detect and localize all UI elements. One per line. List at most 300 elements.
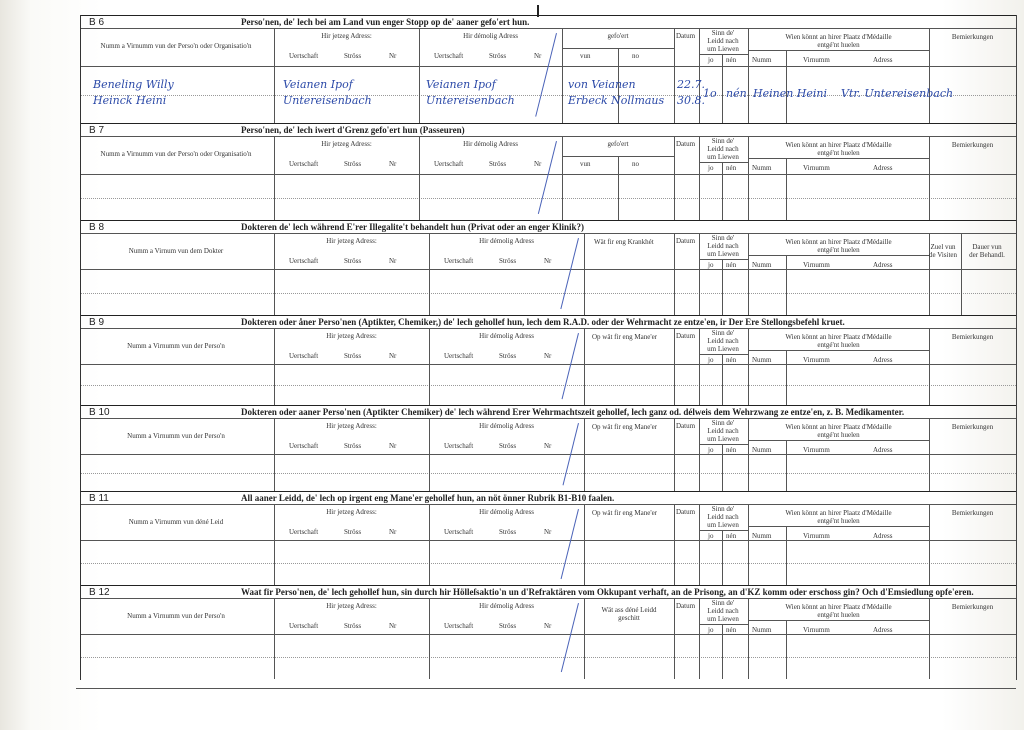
row-rule <box>748 50 929 51</box>
town-label: Uertschaft <box>289 622 319 630</box>
current-address-label: Hir jetzeg Adress: <box>326 508 377 516</box>
column-rule <box>562 136 563 221</box>
pen-stroke <box>535 33 557 117</box>
current-address-label: Hir jetzeg Adress: <box>326 237 377 245</box>
street-label: Ströss <box>344 160 362 168</box>
deported-label: um Liewen <box>707 250 739 258</box>
name-column-label: Numm a Virnumm vun der Perso'n oder Organisatio'n <box>100 42 252 50</box>
address-label: Adress <box>873 164 893 172</box>
medal-recipient-label: entgé'nt huelen <box>817 517 860 525</box>
medal-recipient-label: entgé'nt huelen <box>817 41 860 49</box>
column-rule <box>584 328 585 406</box>
duration-label: Dauer vun <box>972 243 1002 251</box>
row-rule <box>748 440 929 441</box>
no-label: nén <box>726 446 737 454</box>
pen-stroke <box>561 509 579 579</box>
column-rule <box>699 136 700 221</box>
deported-label: Leidd nach <box>707 242 739 250</box>
no-label: nén <box>726 261 737 269</box>
remarks-label: Bemierkungen <box>951 141 994 149</box>
name-column-label: Numm a Virnumm vun der Perso'n oder Organisatio'n <box>100 150 252 158</box>
row-rule <box>81 136 1016 137</box>
row-rule <box>81 540 1016 541</box>
town-label: Uertschaft <box>434 52 464 60</box>
address-label: Adress <box>873 356 893 364</box>
transported-label: gefo'ert <box>607 140 629 148</box>
number-label: Nr <box>544 442 552 450</box>
row-rule <box>81 598 1016 599</box>
pen-stroke <box>562 333 579 399</box>
number-label: Nr <box>389 442 397 450</box>
section-b9 <box>81 315 1016 406</box>
deported-label: Sinn de' <box>711 505 735 513</box>
column-rule <box>748 418 749 492</box>
row-rule <box>81 454 1016 455</box>
row-rule <box>81 269 1016 270</box>
column-rule <box>929 598 930 679</box>
former-address-label: Hir démolig Adress <box>463 140 518 148</box>
suffering-label: geschitt <box>618 614 640 622</box>
column-rule <box>274 233 275 316</box>
bottom-border <box>76 688 1016 689</box>
town-label: Uertschaft <box>444 257 474 265</box>
street-label: Ströss <box>499 257 517 265</box>
column-rule <box>699 328 700 406</box>
column-rule <box>748 233 749 316</box>
number-label: Nr <box>389 52 397 60</box>
manner-label: Op wät fir eng Mane'er <box>592 423 658 431</box>
number-label: Nr <box>544 528 552 536</box>
row-rule <box>699 624 748 625</box>
street-label: Ströss <box>344 442 362 450</box>
firstname-label: Virnumm <box>803 446 830 454</box>
column-rule <box>699 504 700 586</box>
handwritten-row1-current: Veianen Ipof <box>283 78 353 91</box>
column-rule <box>562 28 563 124</box>
row-rule <box>81 504 1016 505</box>
to-label: no <box>632 160 639 168</box>
date-label: Datum <box>676 332 696 340</box>
column-rule <box>786 440 787 492</box>
visits-label: Zuel vun <box>930 243 956 251</box>
section-code: B 12 <box>89 587 110 598</box>
column-rule <box>274 328 275 406</box>
street-label: Ströss <box>344 528 362 536</box>
dotted-row-rule <box>81 473 1016 474</box>
street-label: Ströss <box>499 622 517 630</box>
medal-recipient-label: Wien könnt an hirer Plaatz d'Médaille <box>785 238 892 246</box>
deported-label: Sinn de' <box>711 137 735 145</box>
column-rule <box>748 504 749 586</box>
questionnaire-form <box>80 15 1017 680</box>
dotted-row-rule <box>81 657 1016 658</box>
current-address-label: Hir jetzeg Adress: <box>326 422 377 430</box>
handwritten-row2-name: Heinck Heini <box>93 94 167 107</box>
medal-recipient-label: Wien könnt an hirer Plaatz d'Médaille <box>785 509 892 517</box>
deported-label: um Liewen <box>707 45 739 53</box>
column-rule <box>699 28 700 124</box>
dotted-row-rule <box>81 563 1016 564</box>
column-rule <box>429 418 430 492</box>
column-rule <box>929 328 930 406</box>
former-address-label: Hir démolig Adress <box>479 332 534 340</box>
column-rule <box>274 418 275 492</box>
firstname-label: Virnumm <box>803 164 830 172</box>
handwritten-yes-mark: 1o <box>703 87 717 100</box>
yes-label: jo <box>708 626 714 634</box>
street-label: Ströss <box>499 352 517 360</box>
column-rule <box>786 255 787 316</box>
handwritten-row2-from: Erbeck Nollmaus <box>568 94 665 107</box>
column-rule <box>699 598 700 679</box>
column-rule <box>674 28 675 124</box>
deported-label: Leidd nach <box>707 513 739 521</box>
row-rule <box>81 364 1016 365</box>
name-column-label: Numm a Virnumm vun der Perso'n <box>127 612 225 620</box>
column-rule <box>722 54 723 124</box>
town-label: Uertschaft <box>289 52 319 60</box>
handwritten-row1-name: Beneling Willy <box>93 78 174 91</box>
town-label: Uertschaft <box>289 528 319 536</box>
firstname-label: Virnumm <box>803 532 830 540</box>
town-label: Uertschaft <box>444 528 474 536</box>
number-label: Nr <box>544 622 552 630</box>
surname-label: Numm <box>752 446 772 454</box>
deported-label: Sinn de' <box>711 599 735 607</box>
row-rule <box>81 233 1016 234</box>
column-rule <box>722 354 723 406</box>
surname-label: Numm <box>752 164 772 172</box>
column-rule <box>274 136 275 221</box>
address-label: Adress <box>873 532 893 540</box>
deported-label: Sinn de' <box>711 29 735 37</box>
column-rule <box>584 598 585 679</box>
street-label: Ströss <box>344 52 362 60</box>
row-rule <box>699 162 748 163</box>
pen-stroke <box>560 238 579 309</box>
handwritten-row1-from: von Veianen <box>568 78 636 91</box>
column-rule <box>961 233 962 316</box>
number-label: Nr <box>389 257 397 265</box>
row-rule <box>81 634 1016 635</box>
medal-recipient-label: entgé'nt huelen <box>817 611 860 619</box>
date-label: Datum <box>676 237 696 245</box>
column-rule <box>674 598 675 679</box>
column-rule <box>419 136 420 221</box>
column-rule <box>722 259 723 316</box>
dotted-row-rule <box>81 293 1016 294</box>
transported-label: gefo'ert <box>607 32 629 40</box>
section-title: Dokteren de' lech während E'rer Illegalite't behandelt hun (Privat oder an enger Klinik?) <box>241 222 585 232</box>
remarks-label: Bemierkungen <box>951 509 994 517</box>
number-label: Nr <box>389 622 397 630</box>
column-rule <box>748 136 749 221</box>
section-b12 <box>81 585 1016 679</box>
yes-label: jo <box>708 356 714 364</box>
manner-label: Op wät fir eng Mane'er <box>592 509 658 517</box>
section-b10 <box>81 405 1016 492</box>
medal-recipient-label: Wien könnt an hirer Plaatz d'Médaille <box>785 603 892 611</box>
column-rule <box>674 328 675 406</box>
column-rule <box>274 28 275 124</box>
current-address-label: Hir jetzeg Adress: <box>326 602 377 610</box>
deported-label: um Liewen <box>707 345 739 353</box>
street-label: Ströss <box>499 442 517 450</box>
from-label: vun <box>580 52 591 60</box>
deported-label: Leidd nach <box>707 145 739 153</box>
deported-label: um Liewen <box>707 615 739 623</box>
no-label: nén <box>726 56 737 64</box>
handwritten-medal-addr: Vtr. Untereisenbach <box>841 87 954 100</box>
row-rule <box>748 350 929 351</box>
number-label: Nr <box>389 528 397 536</box>
column-rule <box>429 328 430 406</box>
street-label: Ströss <box>344 352 362 360</box>
column-rule <box>674 136 675 221</box>
number-label: Nr <box>389 352 397 360</box>
yes-label: jo <box>708 164 714 172</box>
current-address-label: Hir jetzeg Adress: <box>321 140 372 148</box>
to-label: no <box>632 52 639 60</box>
town-label: Uertschaft <box>444 622 474 630</box>
remarks-label: Bemierkungen <box>951 603 994 611</box>
firstname-label: Virnumm <box>803 261 830 269</box>
current-address-label: Hir jetzeg Adress: <box>321 32 372 40</box>
number-label: Nr <box>544 257 552 265</box>
handwritten-row2-current: Untereisenbach <box>283 94 372 107</box>
date-label: Datum <box>676 602 696 610</box>
column-rule <box>699 418 700 492</box>
surname-label: Numm <box>752 532 772 540</box>
column-rule <box>748 598 749 679</box>
firstname-label: Virnumm <box>803 56 830 64</box>
section-code: B 9 <box>89 317 105 328</box>
address-label: Adress <box>873 446 893 454</box>
remarks-label: Bemierkungen <box>951 423 994 431</box>
row-rule <box>699 354 748 355</box>
column-rule <box>274 504 275 586</box>
column-rule <box>786 526 787 586</box>
section-code: B 11 <box>89 493 109 504</box>
section-title: All aaner Leidd, de' lech op irgent eng Mane'er gehollef hun, an nöt önner Rubrik B1-B10 faalen. <box>241 493 615 503</box>
firstname-label: Virnumm <box>803 626 830 634</box>
former-address-label: Hir démolig Adress <box>479 237 534 245</box>
street-label: Ströss <box>344 257 362 265</box>
surname-label: Numm <box>752 356 772 364</box>
number-label: Nr <box>534 52 542 60</box>
dotted-row-rule <box>81 385 1016 386</box>
no-label: nén <box>726 532 737 540</box>
column-rule <box>419 28 420 124</box>
column-rule <box>929 504 930 586</box>
row-rule <box>748 255 929 256</box>
section-title: Waat fir Perso'nen, de' lech gehollef hun, sin durch hir Hölleſsaktio'n un d'Refraktären vom Okkupant verhaft, an de Prisong, an d'KZ komm oder erschoss gin? Och d'Emsiedlung opfe'eren. <box>241 587 974 597</box>
section-code: B 6 <box>89 17 105 28</box>
column-rule <box>699 233 700 316</box>
no-label: nén <box>726 626 737 634</box>
handwritten-row1-date: 22.7. <box>677 78 705 91</box>
firstname-label: Virnumm <box>803 356 830 364</box>
column-rule <box>584 418 585 492</box>
town-label: Uertschaft <box>289 160 319 168</box>
address-label: Adress <box>873 56 893 64</box>
address-label: Adress <box>873 626 893 634</box>
deported-label: Sinn de' <box>711 234 735 242</box>
name-column-label: Numm a Virnumm vun der Perso'n <box>127 342 225 350</box>
town-label: Uertschaft <box>444 442 474 450</box>
column-rule <box>429 598 430 679</box>
row-rule <box>699 54 748 55</box>
town-label: Uertschaft <box>289 352 319 360</box>
street-label: Ströss <box>344 622 362 630</box>
section-b6 <box>81 15 1016 124</box>
manner-label: Op wät fir eng Mane'er <box>592 333 658 341</box>
deported-label: Sinn de' <box>711 329 735 337</box>
column-rule <box>674 504 675 586</box>
column-rule <box>274 598 275 679</box>
deported-label: um Liewen <box>707 521 739 529</box>
medal-recipient-label: entgé'nt huelen <box>817 341 860 349</box>
surname-label: Numm <box>752 56 772 64</box>
yes-label: jo <box>708 261 714 269</box>
town-label: Uertschaft <box>434 160 464 168</box>
yes-label: jo <box>708 446 714 454</box>
duration-label: der Behandl. <box>969 251 1005 259</box>
row-rule <box>81 328 1016 329</box>
section-b7 <box>81 123 1016 221</box>
date-label: Datum <box>676 508 696 516</box>
visits-label: de Visiten <box>928 251 958 259</box>
suffering-label: Wät ass déné Leidd <box>601 606 657 614</box>
current-address-label: Hir jetzeg Adress: <box>326 332 377 340</box>
row-rule <box>748 526 929 527</box>
number-label: Nr <box>389 160 397 168</box>
column-rule <box>429 504 430 586</box>
medal-recipient-label: Wien könnt an hirer Plaatz d'Médaille <box>785 423 892 431</box>
from-label: vun <box>580 160 591 168</box>
date-label: Datum <box>676 32 696 40</box>
deported-label: Sinn de' <box>711 419 735 427</box>
former-address-label: Hir démolig Adress <box>479 602 534 610</box>
pen-stroke <box>538 141 557 214</box>
column-rule <box>748 328 749 406</box>
no-label: nén <box>726 356 737 364</box>
street-label: Ströss <box>489 52 507 60</box>
section-title: Dokteren oder aaner Perso'nen (Aptikter Chemiker) de' lech während Erer Wehrmachtszeit gehollef, lech ganz od. délweis dem Wehrzwang ze entze'en, z. B. Medikamenter. <box>241 407 905 417</box>
row-rule <box>748 158 929 159</box>
column-rule <box>618 156 619 221</box>
medal-recipient-label: entgé'nt huelen <box>817 431 860 439</box>
town-label: Uertschaft <box>289 442 319 450</box>
column-rule <box>929 28 930 124</box>
column-rule <box>929 418 930 492</box>
yes-label: jo <box>708 56 714 64</box>
handwritten-no-mark: nén <box>726 87 747 100</box>
column-rule <box>748 28 749 124</box>
deported-label: Leidd nach <box>707 427 739 435</box>
section-title: Perso'nen, de' lech bei am Land vun enger Stopp op de' aaner gefo'ert hun. <box>241 17 530 27</box>
date-label: Datum <box>676 422 696 430</box>
column-rule <box>786 620 787 679</box>
row-rule <box>699 444 748 445</box>
surname-label: Numm <box>752 626 772 634</box>
row-rule <box>81 418 1016 419</box>
section-title: Perso'nen, de' lech iwert d'Grenz gefo'ert hun (Passeuren) <box>241 125 465 135</box>
deported-label: um Liewen <box>707 153 739 161</box>
section-b8 <box>81 220 1016 316</box>
former-address-label: Hir démolig Adress <box>463 32 518 40</box>
column-rule <box>674 418 675 492</box>
section-code: B 10 <box>89 407 110 418</box>
column-rule <box>674 233 675 316</box>
date-label: Datum <box>676 140 696 148</box>
medal-recipient-label: entgé'nt huelen <box>817 246 860 254</box>
former-address-label: Hir démolig Adress <box>479 422 534 430</box>
row-rule <box>81 28 1016 29</box>
deported-label: Leidd nach <box>707 607 739 615</box>
deported-label: um Liewen <box>707 435 739 443</box>
remarks-label: Bemierkungen <box>951 333 994 341</box>
former-address-label: Hir démolig Adress <box>479 508 534 516</box>
address-label: Adress <box>873 261 893 269</box>
section-code: B 7 <box>89 125 105 136</box>
deported-label: Leidd nach <box>707 37 739 45</box>
column-rule <box>929 136 930 221</box>
column-rule <box>722 624 723 679</box>
deported-label: Leidd nach <box>707 337 739 345</box>
street-label: Ströss <box>499 528 517 536</box>
pen-stroke <box>561 603 579 672</box>
section-title: Dokteren oder åner Perso'nen (Aptikter, Chemiker,) de' lech gehollef hun, lech dem R.A.D. oder der Wehrmacht ze entze'en, ir Der Ere Stellongsbefehl kruet. <box>241 317 845 327</box>
no-label: nén <box>726 164 737 172</box>
name-column-label: Numm a Virnum vun dem Dokter <box>128 247 224 255</box>
number-label: Nr <box>534 160 542 168</box>
row-rule <box>699 259 748 260</box>
yes-label: jo <box>708 532 714 540</box>
medal-recipient-label: Wien könnt an hirer Plaatz d'Médaille <box>785 33 892 41</box>
column-rule <box>722 162 723 221</box>
name-column-label: Numm a Virnumm vun der Perso'n <box>127 432 225 440</box>
street-label: Ströss <box>489 160 507 168</box>
medal-recipient-label: Wien könnt an hirer Plaatz d'Médaille <box>785 333 892 341</box>
column-rule <box>722 444 723 492</box>
column-rule <box>584 504 585 586</box>
name-column-label: Numm a Virnumm vun déné Leid <box>128 518 224 526</box>
column-rule <box>786 350 787 406</box>
row-rule <box>748 620 929 621</box>
column-rule <box>722 530 723 586</box>
section-code: B 8 <box>89 222 105 233</box>
town-label: Uertschaft <box>444 352 474 360</box>
surname-label: Numm <box>752 261 772 269</box>
column-rule <box>786 158 787 221</box>
remarks-label: Bemierkungen <box>951 33 994 41</box>
row-rule <box>699 530 748 531</box>
town-label: Uertschaft <box>289 257 319 265</box>
handwritten-row1-former: Veianen Ipof <box>426 78 496 91</box>
dotted-row-rule <box>81 198 1016 199</box>
medal-recipient-label: entgé'nt huelen <box>817 149 860 157</box>
number-label: Nr <box>544 352 552 360</box>
column-rule <box>584 233 585 316</box>
handwritten-medal-name: Heinen Heini <box>753 87 828 100</box>
handwritten-row2-date: 30.8. <box>677 94 705 107</box>
illness-label: Wät fir eng Krankhét <box>594 238 654 246</box>
column-rule <box>429 233 430 316</box>
medal-recipient-label: Wien könnt an hirer Plaatz d'Médaille <box>785 141 892 149</box>
section-b11 <box>81 491 1016 586</box>
handwritten-row2-former: Untereisenbach <box>426 94 515 107</box>
